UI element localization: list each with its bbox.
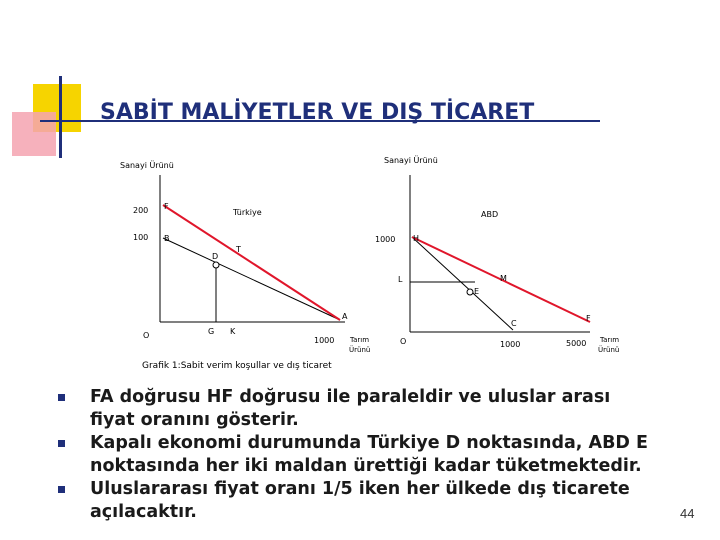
right-point-H: H bbox=[413, 234, 420, 243]
left-tick-1000: 1000 bbox=[314, 336, 335, 345]
left-x-axis-label-2: Ürünü bbox=[349, 346, 371, 354]
left-y-axis-label: Sanayi Ürünü bbox=[120, 161, 174, 170]
right-country-label: ABD bbox=[481, 210, 499, 219]
left-trade-line-FA bbox=[163, 205, 340, 320]
slide-title: SABİT MALİYETLER VE DIŞ TİCARET bbox=[100, 100, 535, 125]
right-origin: O bbox=[400, 337, 407, 346]
left-tick-200: 200 bbox=[133, 206, 149, 215]
page-number: 44 bbox=[680, 506, 695, 521]
bullet-text: Kapalı ekonomi durumunda Türkiye D noktasında, ABD E noktasında her iki maldan ürettiği kadar tüketmektedir. bbox=[90, 433, 649, 476]
right-point-M: M bbox=[500, 274, 507, 283]
left-point-D-marker bbox=[213, 262, 219, 268]
right-point-F: F bbox=[586, 314, 591, 323]
bullet-item bbox=[58, 478, 658, 524]
left-point-F: F bbox=[164, 202, 169, 211]
right-x-axis-label-2: Ürünü bbox=[598, 346, 620, 354]
graph-caption: Grafik 1:Sabit verim koşullar ve dış ticaret bbox=[142, 361, 332, 371]
left-point-K: K bbox=[230, 327, 236, 336]
right-tick-1000-x: 1000 bbox=[500, 340, 521, 349]
bullet-item bbox=[58, 432, 658, 478]
bullet-list bbox=[58, 386, 658, 524]
right-point-C: C bbox=[511, 319, 517, 328]
left-tick-100: 100 bbox=[133, 233, 149, 242]
left-point-G: G bbox=[208, 327, 215, 336]
left-point-T: T bbox=[236, 245, 241, 254]
bullet-square-icon bbox=[58, 440, 65, 447]
right-tick-1000-y: 1000 bbox=[375, 235, 396, 244]
left-point-D: D bbox=[212, 252, 219, 261]
left-origin: O bbox=[143, 331, 150, 340]
right-point-E-marker bbox=[467, 289, 473, 295]
left-point-A: A bbox=[342, 312, 348, 321]
right-point-E: E bbox=[474, 287, 480, 296]
bullet-text: Uluslararası fiyat oranı 1/5 iken her ülkede dış ticarete açılacaktır. bbox=[90, 479, 630, 522]
right-tick-5000: 5000 bbox=[566, 339, 587, 348]
right-production-line-HC bbox=[412, 237, 513, 330]
left-point-B: B bbox=[164, 234, 170, 243]
bullet-square-icon bbox=[58, 486, 65, 493]
left-production-line-BA bbox=[163, 238, 340, 320]
bullet-text: FA doğrusu HF doğrusu ile paraleldir ve uluslar arası fiyat oranını gösterir. bbox=[90, 387, 611, 430]
right-point-L: L bbox=[398, 275, 403, 284]
left-country-label: Türkiye bbox=[233, 208, 262, 217]
left-x-axis-label-1: Tarım bbox=[350, 336, 370, 344]
right-x-axis-label-1: Tarım bbox=[600, 336, 620, 344]
right-y-axis-label: Sanayi Ürünü bbox=[384, 156, 438, 165]
bullet-item bbox=[58, 386, 658, 432]
bullet-square-icon bbox=[58, 394, 65, 401]
